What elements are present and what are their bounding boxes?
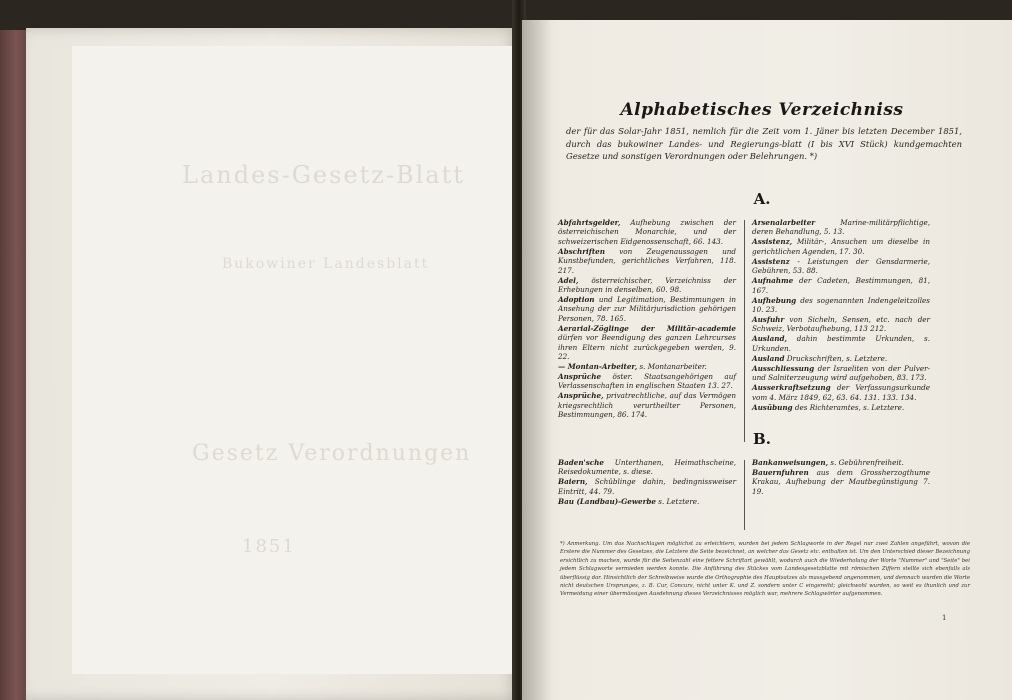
index-entry-text: Aufhebung zwischen der österreichischen Monarchie, und der schweizerischen Eidgenossenschaft, 66. 143.: [558, 218, 736, 246]
bleed-through-text: 1851: [242, 536, 296, 557]
index-entry-keyword: Arsenalarbeiter: [752, 218, 816, 227]
index-entry-text: aus dem Grossherzogthume Krakau, Aufhebung der Mautbegünstigung 7. 19.: [752, 468, 930, 496]
index-entry-keyword: Abschriften: [558, 246, 605, 256]
index-entry-keyword: Ausland: [752, 353, 785, 363]
index-entry-text: dahin bestimmte Urkunden, s. Urkunden.: [752, 334, 930, 353]
index-entry-text: der Israeliten von der Pulver- und Salniterzeugung wird aufgehoben, 83. 173.: [752, 363, 930, 383]
index-entry: [752, 334, 930, 353]
index-entry: [558, 458, 736, 477]
index-entry-text: Unterthanen, Heimathscheine, Reisedokumente, s. diese.: [558, 458, 736, 477]
bleed-through-text: Bukowiner Landesblatt: [222, 256, 430, 272]
index-entry-keyword: Baiern,: [558, 477, 588, 487]
index-entry-keyword: Bau (Landbau)-Gewerbe: [558, 496, 656, 506]
index-entry-keyword: Adel,: [558, 275, 579, 285]
index-entry-text: s. Gebührenfreiheit.: [828, 458, 904, 467]
index-entry-text: s. Letztere.: [655, 496, 700, 506]
index-entry-keyword: Assistenz,: [752, 237, 793, 247]
index-entry: [752, 218, 930, 237]
index-entry-keyword: Ansprüche,: [558, 391, 604, 401]
index-column-b-left: [558, 458, 736, 507]
index-entry: [752, 296, 930, 315]
left-blank-sheet: [72, 46, 524, 674]
column-divider: [744, 460, 745, 530]
index-entry-keyword: Aufhebung: [752, 295, 797, 305]
index-entry: [558, 362, 736, 371]
index-entry: [752, 403, 930, 412]
index-entry: [752, 276, 930, 295]
index-entry-text: öster. Staatsangehörigen auf Verlassenschaften in englischen Staaten 13. 27.: [558, 372, 736, 391]
index-entry-keyword: Ausfuhr: [752, 315, 785, 325]
index-entry-keyword: — Montan-Arbeiter,: [558, 362, 638, 372]
bleed-through-text: Gesetz Verordnungen: [192, 441, 472, 466]
index-entry-keyword: Ausland,: [752, 334, 787, 344]
index-entry-text: österreichischer, Verzeichniss der Erhebungen in denselben, 60. 98.: [558, 275, 736, 295]
column-divider: [744, 220, 745, 442]
intro-paragraph: der für das Solar-Jahr 1851, nemlich für die Zeit vom 1. Jäner bis letzten December 1851, durch das bukowiner Landes- und Regierungs-blatt (I bis XVI Stück) kundgemachten Gesetze und sonstigen Verordnungen oder Belehrungen. *): [566, 126, 962, 162]
index-entry-keyword: Ausübung: [752, 402, 793, 412]
index-column-b-right: [752, 458, 930, 497]
index-entry-text: s. Montanarbeiter.: [637, 362, 707, 372]
index-entry: [752, 383, 930, 402]
index-entry-text: Marine-militärpflichtige, deren Behandlung, 5. 13.: [752, 218, 930, 237]
index-entry-keyword: Adoption: [558, 295, 595, 305]
index-entry: [558, 295, 736, 323]
index-entry: [558, 477, 736, 496]
index-entry-keyword: Assistenz: [752, 256, 790, 266]
index-entry: [752, 354, 930, 363]
index-entry: [558, 324, 736, 362]
index-entry-text: der Verfassungsurkunde vom 4. März 1849, 62, 63. 64. 131. 133. 134.: [752, 383, 930, 402]
index-entry: [558, 218, 736, 246]
index-entry: [752, 458, 930, 467]
gutter-shadow: [522, 20, 552, 700]
index-entry: [558, 372, 736, 391]
index-entry-text: des sogenannten Indengeleitzolles 10. 23.: [752, 295, 930, 315]
index-entry: [752, 257, 930, 276]
index-entry-keyword: Ausserkraftsetzung: [752, 383, 831, 393]
index-entry-keyword: Bankanweisungen,: [752, 458, 829, 467]
index-column-a-left: [558, 218, 736, 420]
index-entry: [558, 247, 736, 275]
index-entry-text: und Legitimation, Bestimmungen in Ansehung der zur Militärjurisdiction gehörigen Personen, 78. 165.: [558, 295, 736, 323]
index-entry-text: dürfen vor Beendigung des ganzen Lehrcurses ihren Eltern nicht zurückgegeben werden, 9. 22.: [558, 333, 736, 362]
index-entry-keyword: Abfahrtsgelder,: [558, 218, 621, 227]
page-title: Alphabetisches Verzeichniss: [620, 100, 904, 120]
index-entry-keyword: Baden'sche: [558, 458, 604, 467]
section-letter-a: A.: [753, 190, 771, 208]
index-entry-text: der Cadeten, Bestimmungen, 81, 167.: [752, 276, 930, 295]
section-letter-b: B.: [753, 430, 771, 448]
page-number: 1: [942, 614, 947, 622]
bleed-through-text: Landes-Gesetz-Blatt: [182, 161, 465, 189]
index-entry: [558, 391, 736, 419]
index-entry-keyword: Ansprüche: [558, 372, 602, 382]
left-page: [26, 28, 518, 700]
index-entry-keyword: Aufnahme: [752, 276, 794, 286]
footnote: *) Anmerkung. Um das Nachschlagen möglichst zu erleichtern, wurden bei jedem Schlagworte in der Regel nur zwei Zahlen angeführt, wovon die Erstere die Nummer des Gesetzes, die Letztere die Seite bezeichnet, an welcher das Gesetz etc. enthalten ist. Um den Unterschied dieser Bezeichnung ersichtlich zu machen, wurde für die Seitenzahl eine fettere Schriftart gewählt, wodurch auch die Wiederholung der Worte "Nummer" und "Seite" bei jedem Schlagworte vermieden werden konnte. Die Anführung des Stückes vom Landesgesetzblatte mit römischen Ziffern stellte sich ebenfalls als überflüssig dar. Hinsichtlich der Schreibweise wurde die Orthographie des Hauptsatzes als massgebend angenommen, und demnach wurden die Worte nicht deutschen Ursprunges, z. B. Cur, Concurs, nicht unter K. und Z. sondern unter C eingereiht; gleichwohl wurden, so weit es thunlich und zur Vermeidung einer übermässigen Ausdehnung dieses Verzeichnisses möglich war, mehrere Schlagwörter aufgenommen.: [560, 541, 970, 598]
index-entry-text: Schüblinge dahin, bedingnissweiser Eintritt, 44. 79.: [558, 477, 736, 496]
index-entry-keyword: Ausschliessung: [752, 363, 815, 373]
right-page: [522, 20, 1012, 700]
index-entry: [752, 468, 930, 496]
index-entry-text: Militär-, Ansuchen um dieselbe in gerichtlichen Agenden, 17. 30.: [752, 237, 930, 256]
index-entry-text: - Leistungen der Gensdarmerie, Gebühren, 53. 88.: [752, 256, 930, 276]
index-entry-text: von Zeugenaussagen und Kunstbefunden, gerichtliches Verfahren, 118. 217.: [558, 246, 736, 275]
index-entry-keyword: Aerarial-Zöglinge der Militär-academie: [558, 323, 736, 333]
index-entry-text: privatrechtliche, auf das Vermögen kriegsrechtlich verurtheilter Personen, Bestimmungen, 86. 174.: [558, 391, 736, 420]
index-entry-text: des Richteramtes, s. Letztere.: [792, 402, 905, 412]
index-entry: [752, 237, 930, 256]
index-entry: [752, 315, 930, 334]
index-column-a-right: [752, 218, 930, 413]
index-entry: [558, 276, 736, 295]
index-entry: [752, 364, 930, 383]
index-entry-text: von Sicheln, Sensen, etc. nach der Schweiz, Verbotaufhebung, 113 212.: [752, 315, 930, 334]
index-entry-keyword: Bauernfuhren: [752, 468, 809, 477]
index-entry-text: Druckschriften, s. Letztere.: [784, 353, 888, 363]
index-entry: [558, 497, 736, 506]
